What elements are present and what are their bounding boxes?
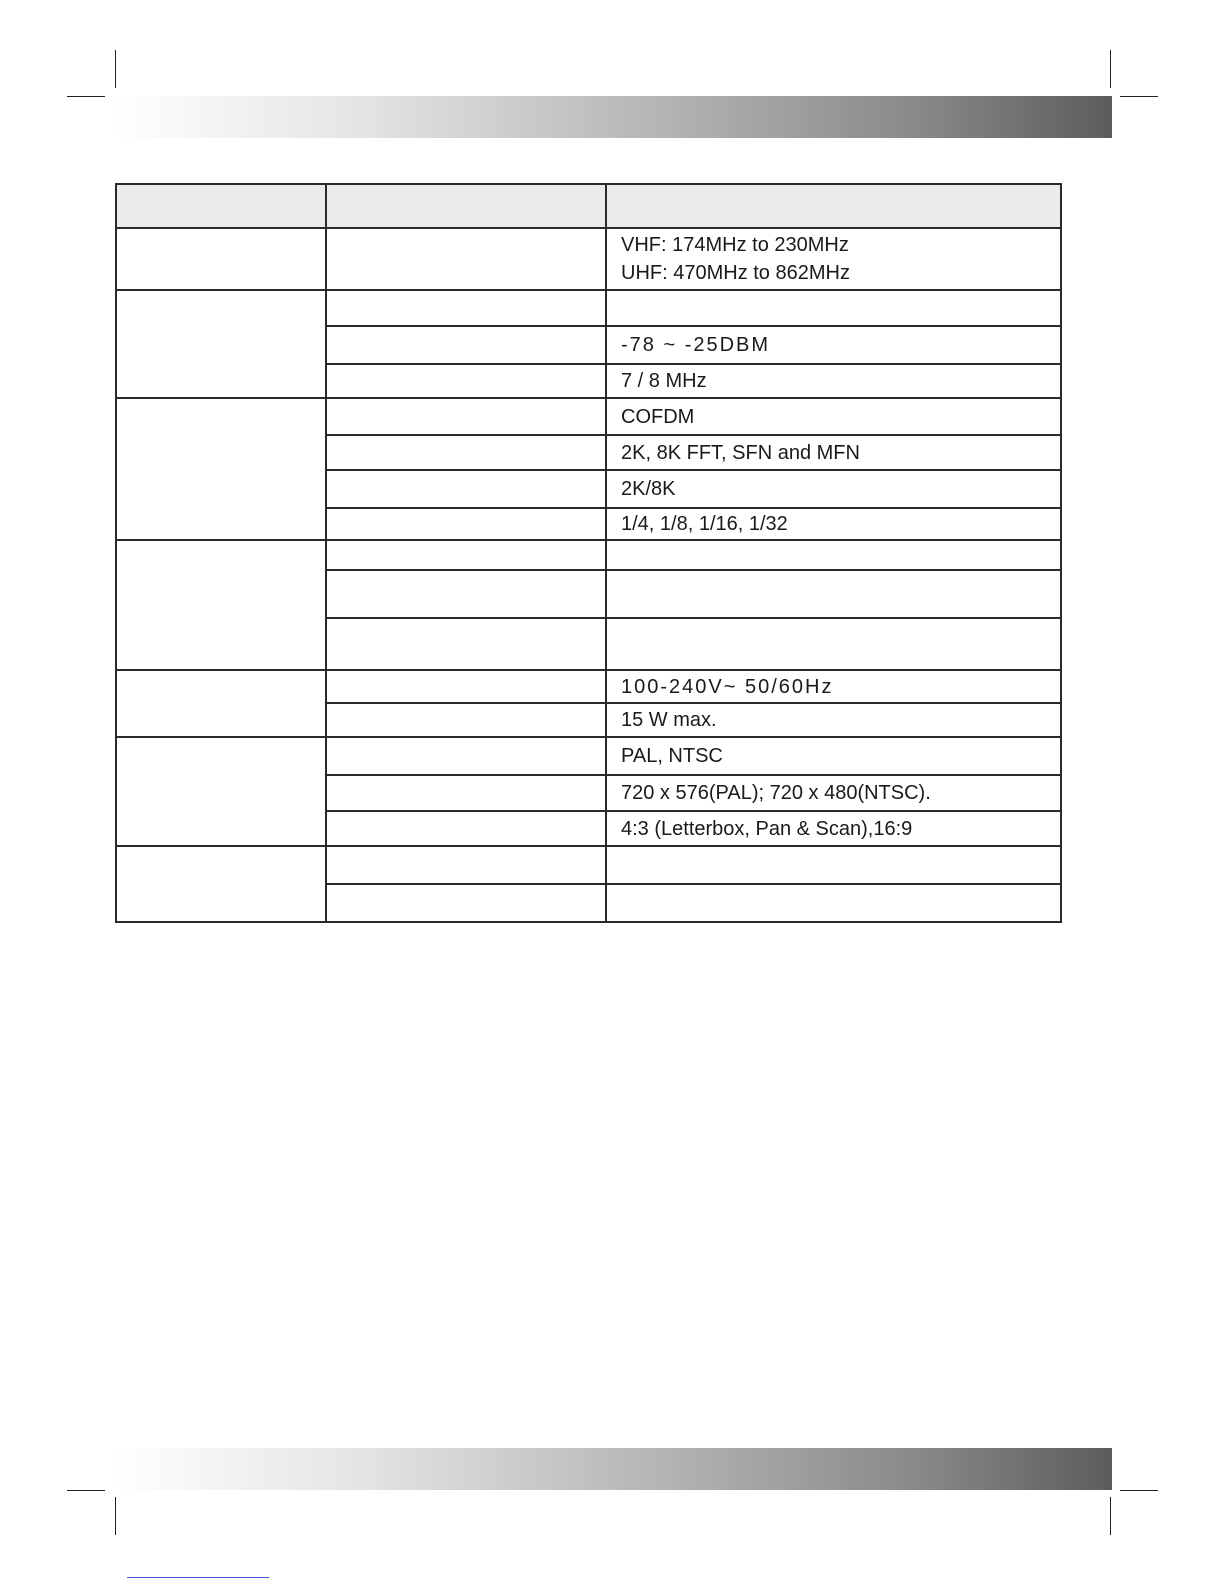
crop-mark-top-right-vertical (1110, 50, 1111, 88)
crop-mark-bottom-left-horizontal (67, 1490, 105, 1491)
category-cell (116, 290, 326, 398)
value-cell (606, 570, 1061, 618)
value-cell (606, 846, 1061, 884)
item-cell (326, 737, 606, 775)
value-cell: 720 x 576(PAL); 720 x 480(NTSC). (606, 775, 1061, 811)
value-cell (606, 540, 1061, 570)
category-cell (116, 670, 326, 737)
table-row (116, 540, 1061, 570)
item-cell (326, 703, 606, 737)
item-cell (326, 435, 606, 470)
value-line: UHF: 470MHz to 862MHz (621, 262, 850, 284)
table-row (116, 737, 1061, 775)
item-cell (326, 290, 606, 326)
item-cell (326, 326, 606, 364)
value-cell: 2K/8K (606, 470, 1061, 508)
value-cell: PAL, NTSC (606, 737, 1061, 775)
category-cell (116, 540, 326, 670)
item-cell (326, 570, 606, 618)
item-cell (326, 540, 606, 570)
item-cell (326, 398, 606, 435)
table-row (116, 670, 1061, 703)
category-cell (116, 846, 326, 922)
value-cell: COFDM (606, 398, 1061, 435)
item-cell (326, 775, 606, 811)
value-cell: 2K, 8K FFT, SFN and MFN (606, 435, 1061, 470)
item-cell (326, 228, 606, 290)
crop-mark-top-left-horizontal (67, 96, 105, 97)
value-cell: 100-240V~ 50/60Hz (606, 670, 1061, 703)
table-row (116, 398, 1061, 435)
specification-table (115, 183, 1062, 923)
category-cell (116, 737, 326, 846)
crop-mark-bottom-right-horizontal (1120, 1490, 1158, 1491)
crop-mark-bottom-right-vertical (1110, 1497, 1111, 1535)
value-cell: -78 ~ -25DBM (606, 326, 1061, 364)
item-cell (326, 884, 606, 922)
table-header-row (116, 184, 1061, 228)
value-cell: 1/4, 1/8, 1/16, 1/32 (606, 508, 1061, 540)
link-underline (127, 1577, 269, 1578)
category-cell (116, 398, 326, 540)
item-cell (326, 670, 606, 703)
header-gradient-band (113, 96, 1112, 138)
value-cell (606, 228, 1061, 290)
header-cell-value (606, 184, 1061, 228)
value-cell (606, 884, 1061, 922)
crop-mark-bottom-left-vertical (115, 1497, 116, 1535)
value-cell (606, 618, 1061, 670)
header-cell-item (326, 184, 606, 228)
crop-mark-top-left-vertical (115, 50, 116, 88)
footer-gradient-band (113, 1448, 1112, 1490)
category-cell (116, 228, 326, 290)
item-cell (326, 470, 606, 508)
value-cell (606, 290, 1061, 326)
item-cell (326, 618, 606, 670)
table-row (116, 228, 1061, 290)
table-row (116, 846, 1061, 884)
item-cell (326, 364, 606, 398)
item-cell (326, 846, 606, 884)
value-line: VHF: 174MHz to 230MHz (621, 234, 849, 256)
item-cell (326, 508, 606, 540)
value-cell: 15 W max. (606, 703, 1061, 737)
item-cell (326, 811, 606, 846)
value-cell: 7 / 8 MHz (606, 364, 1061, 398)
table-row (116, 290, 1061, 326)
header-cell-category (116, 184, 326, 228)
value-cell: 4:3 (Letterbox, Pan & Scan),16:9 (606, 811, 1061, 846)
crop-mark-top-right-horizontal (1120, 96, 1158, 97)
